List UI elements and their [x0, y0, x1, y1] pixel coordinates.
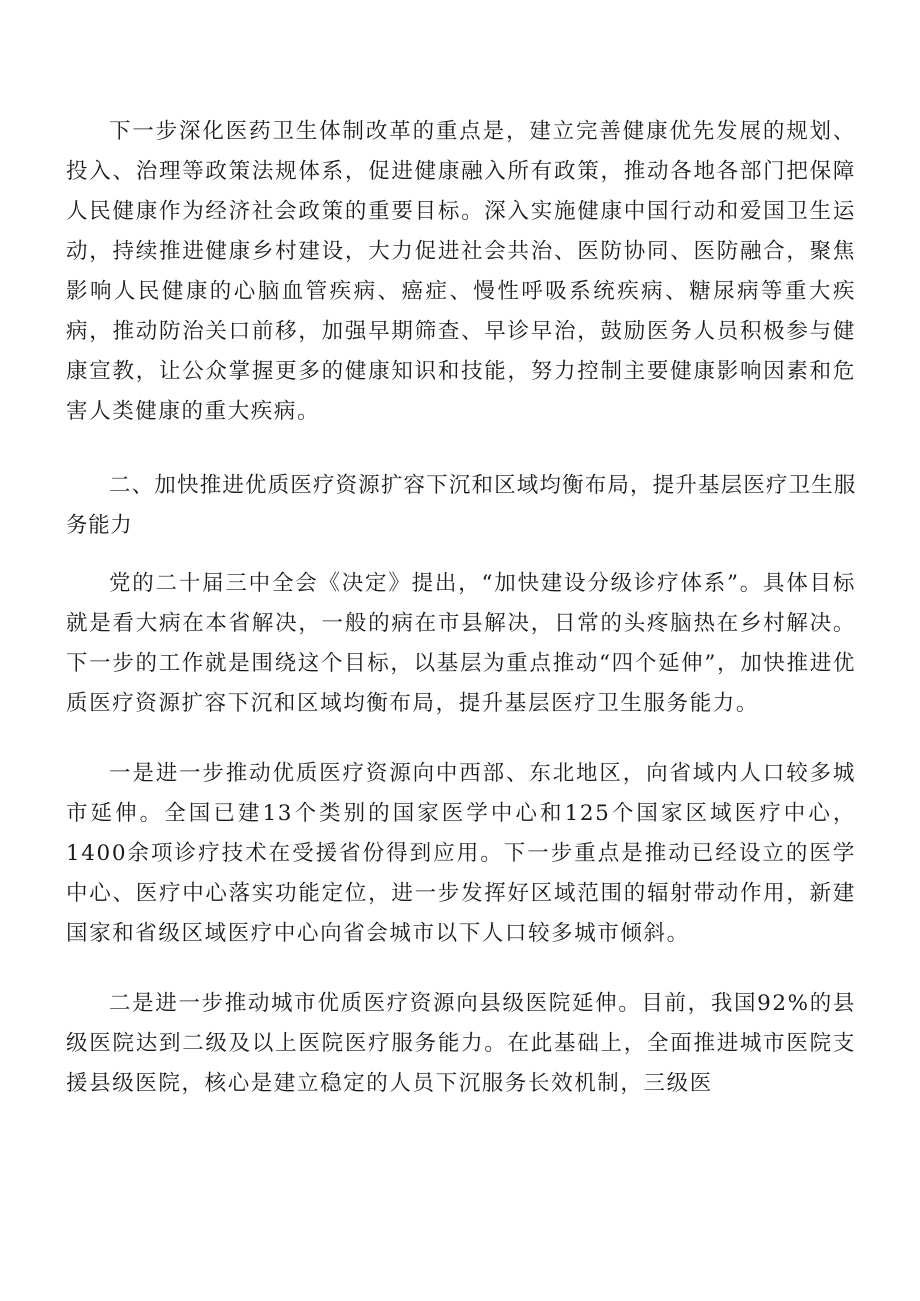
- paragraph-tiered-care: 党的二十届三中全会《决定》提出，“加快建设分级诊疗体系”。具体目标就是看大病在本省解决，一般的病在市县解决，日常的头疼脑热在乡村解决。下一步的工作就是围绕这个目标，以基层为重点推动“四个延伸”，加快推进优质医疗资源扩容下沉和区域均衡布局，提升基层医疗卫生服务能力。: [66, 571, 856, 716]
- document-body: [66, 112, 856, 1104]
- paragraph-county-extension: 二是进一步推动城市优质医疗资源向县级医院延伸。目前，我国92%的县级医院达到二级及以上医院医疗服务能力。在此基础上，全面推进城市医院支援县级医院，核心是建立稳定的人员下沉服务长效机制，三级医: [66, 991, 856, 1096]
- paragraph-healthy-china: 下一步深化医药卫生体制改革的重点是，建立完善健康优先发展的规划、投入、治理等政策法规体系，促进健康融入所有政策，推动各地各部门把保障人民健康作为经济社会政策的重要目标。深入实施健康中国行动和爱国卫生运动，持续推进健康乡村建设，大力促进社会共治、医防协同、医防融合，聚焦影响人民健康的心脑血管疾病、癌症、慢性呼吸系统疾病、糖尿病等重大疾病，推动防治关口前移，加强早期筛查、早诊早治，鼓励医务人员积极参与健康宣教，让公众掌握更多的健康知识和技能，努力控制主要健康影响因素和危害人类健康的重大疾病。: [66, 119, 856, 424]
- section-heading: 二、加快推进优质医疗资源扩容下沉和区域均衡布局，提升基层医疗卫生服务能力: [66, 473, 856, 538]
- paragraph-regional-extension: 一是进一步推动优质医疗资源向中西部、东北地区，向省域内人口较多城市延伸。全国已建13个类别的国家医学中心和125个国家区域医疗中心，1400余项诊疗技术在受援省份得到应用。下一步重点是推动已经设立的医学中心、医疗中心落实功能定位，进一步发挥好区域范围的辐射带动作用，新建国家和省级区域医疗中心向省会城市以下人口较多城市倾斜。: [66, 761, 856, 946]
